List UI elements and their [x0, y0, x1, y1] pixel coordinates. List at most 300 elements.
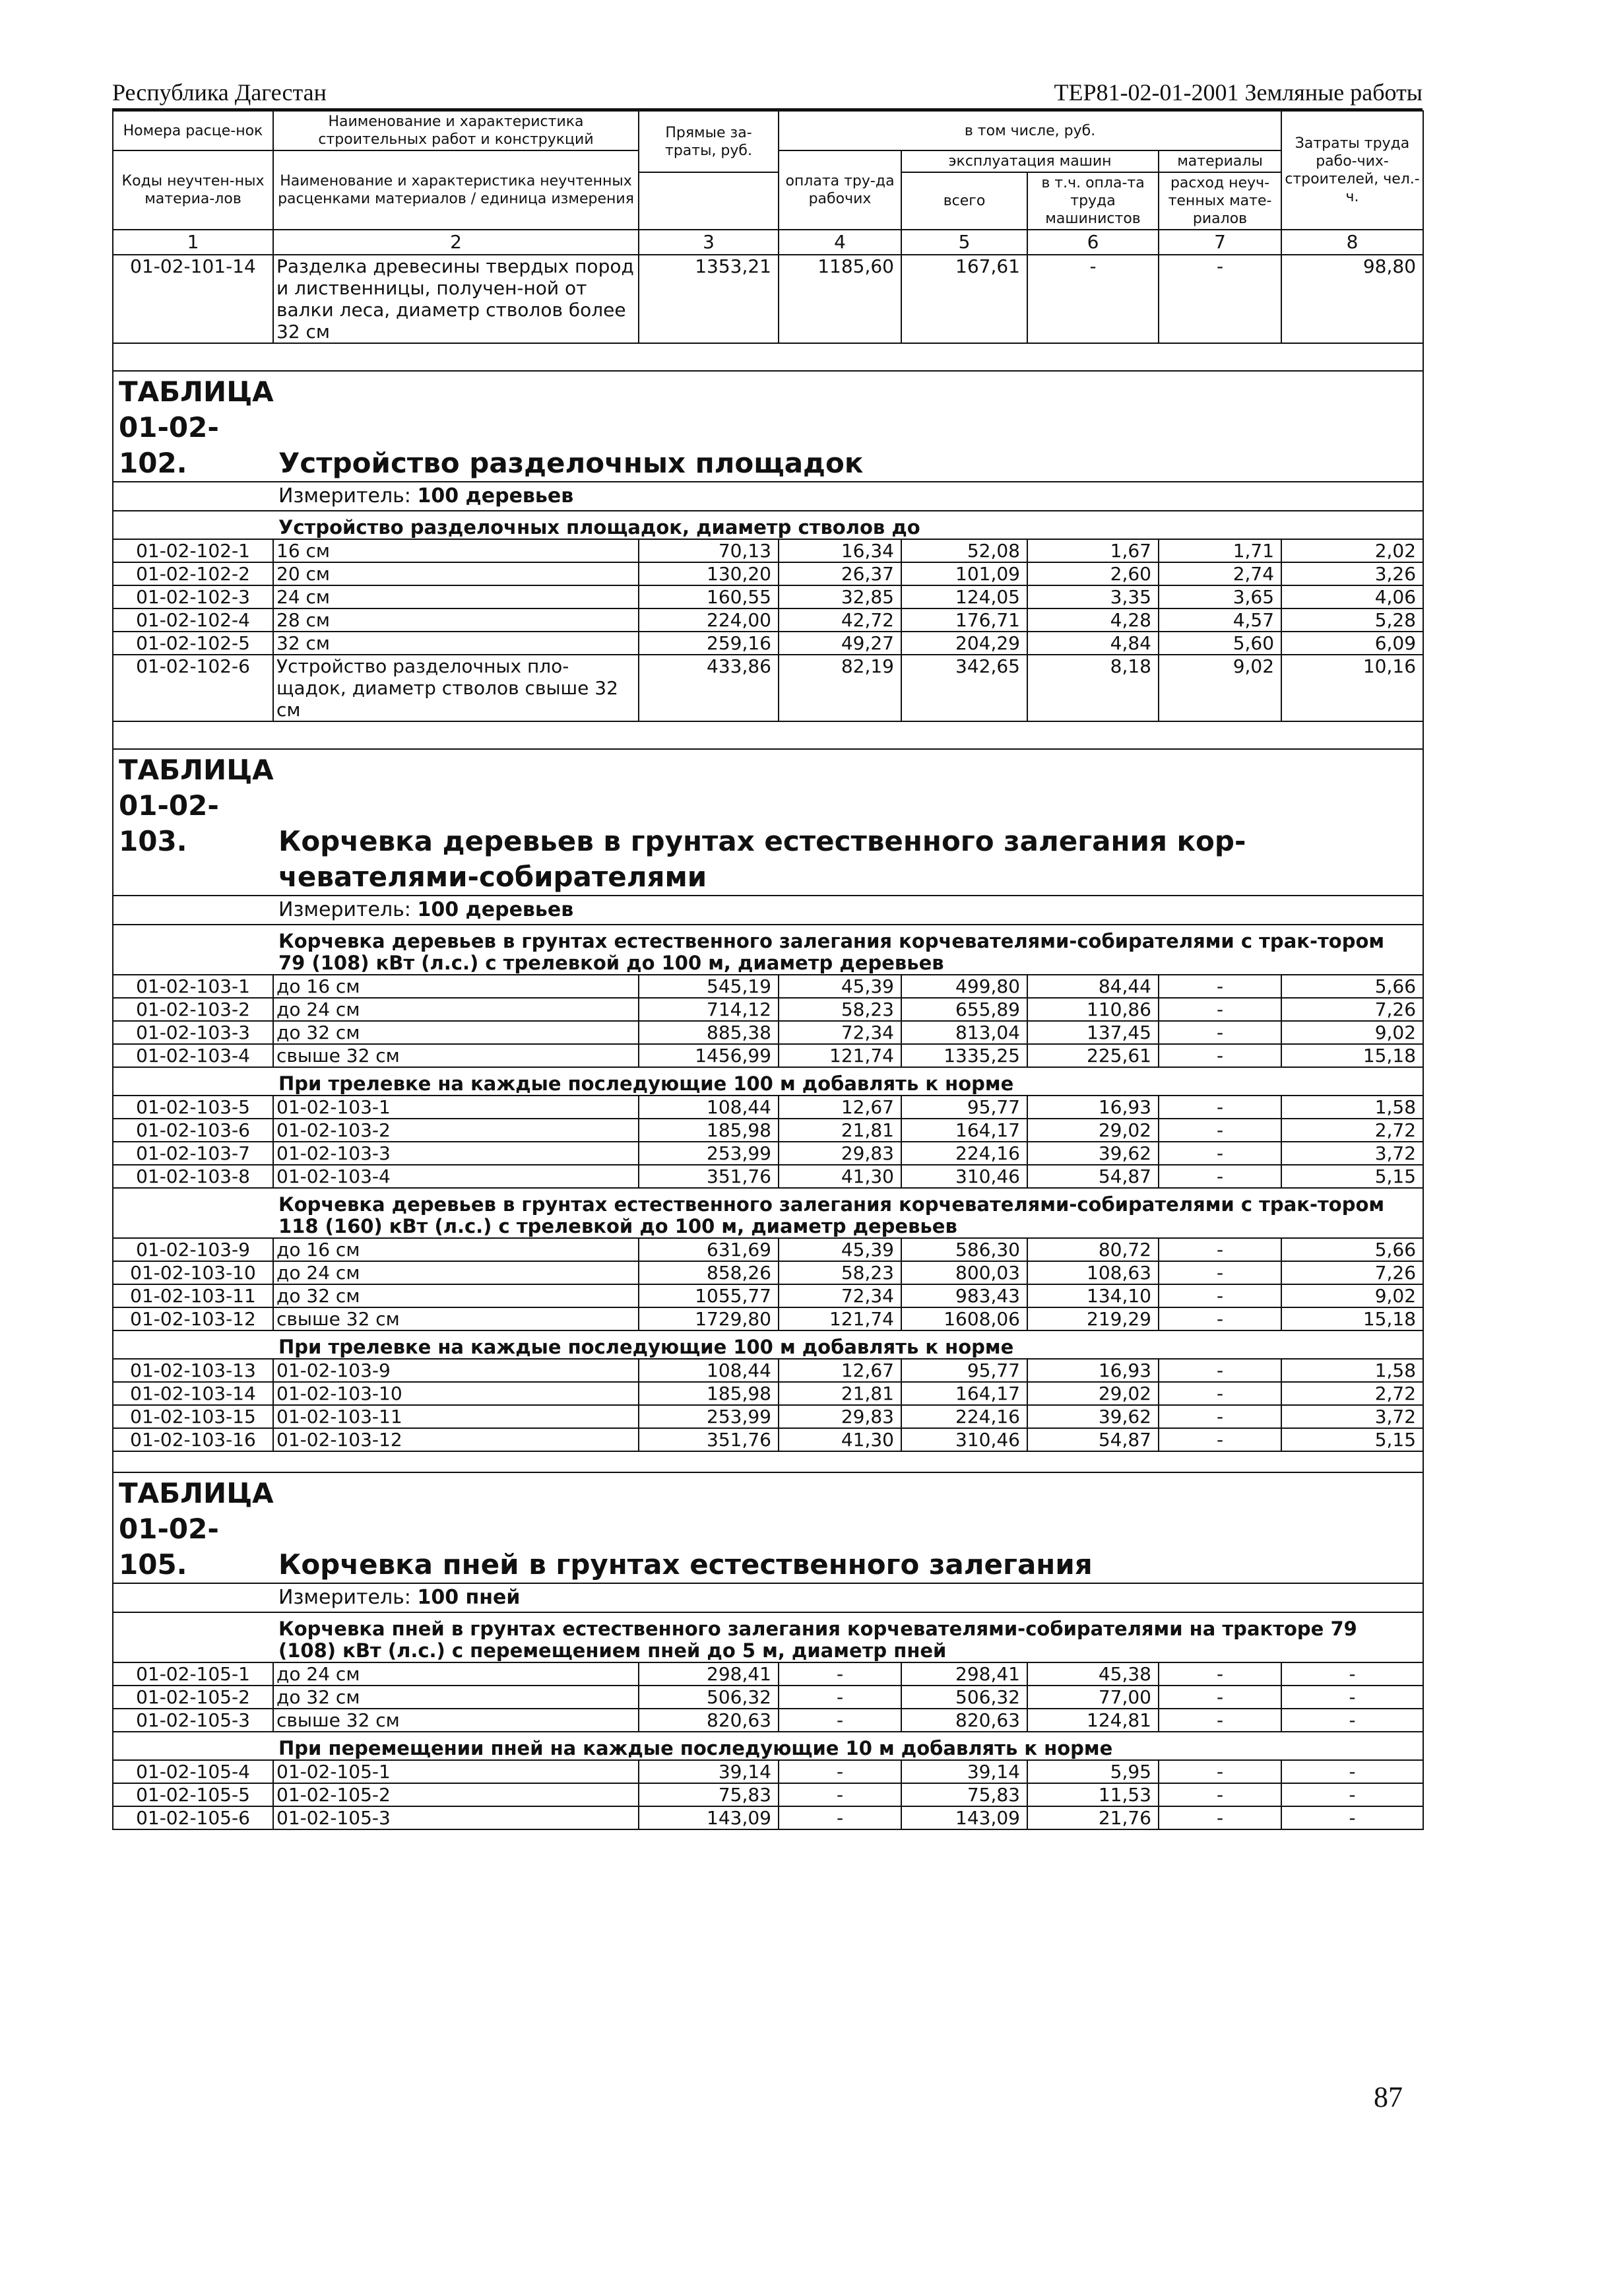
rate-code: 01-02-103-16	[113, 1428, 273, 1451]
material-use: -	[1159, 1096, 1281, 1119]
machinist-pay: 29,02	[1027, 1382, 1159, 1405]
material-use: -	[1159, 1165, 1281, 1188]
worker-pay: -	[779, 1662, 901, 1686]
direct-cost: 75,83	[639, 1783, 779, 1806]
direct-cost: 858,26	[639, 1261, 779, 1284]
machinist-pay: 219,29	[1027, 1307, 1159, 1330]
table-row	[113, 1686, 1423, 1709]
labor-hours: 6,09	[1281, 632, 1423, 655]
measure-value: 100 пней	[417, 1586, 521, 1609]
table-row	[113, 1760, 1423, 1783]
col-number: 7	[1159, 230, 1281, 255]
subsection-title: Корчевка деревьев в грунтах естественного залегания корчевателями-собирателями с трак-тором 79 (108) кВт (л.с.) с трелевкой до 100 м, диаметр деревьев	[113, 925, 1423, 975]
col-number: 3	[639, 230, 779, 255]
col-number: 8	[1281, 230, 1423, 255]
measure-label: Измеритель:	[278, 1586, 411, 1609]
labor-hours: -	[1281, 1806, 1423, 1829]
rate-code: 01-02-105-6	[113, 1806, 273, 1829]
direct-cost: 506,32	[639, 1686, 779, 1709]
section-title-103	[113, 749, 1423, 896]
machines-total: 506,32	[901, 1686, 1027, 1709]
labor-hours: 5,15	[1281, 1165, 1423, 1188]
labor-hours: 3,72	[1281, 1142, 1423, 1165]
rate-code: 01-02-102-6	[113, 655, 273, 721]
material-use: -	[1159, 255, 1281, 343]
worker-pay: 21,81	[779, 1119, 901, 1142]
material-use: -	[1159, 1709, 1281, 1732]
worker-pay: 29,83	[779, 1405, 901, 1428]
rate-name: 01-02-103-9	[273, 1359, 639, 1382]
subsection-title: При трелевке на каждые последующие 100 м добавлять к норме	[113, 1330, 1423, 1359]
labor-hours: 5,15	[1281, 1428, 1423, 1451]
worker-pay: 41,30	[779, 1428, 901, 1451]
material-use: -	[1159, 1119, 1281, 1142]
rate-name: до 24 см	[273, 1261, 639, 1284]
worker-pay: 121,74	[779, 1307, 901, 1330]
machines-total: 176,71	[901, 608, 1027, 632]
labor-hours: -	[1281, 1662, 1423, 1686]
labor-hours: 98,80	[1281, 255, 1423, 343]
rate-code: 01-02-105-4	[113, 1760, 273, 1783]
material-use: 5,60	[1159, 632, 1281, 655]
direct-cost: 714,12	[639, 998, 779, 1021]
rate-name: до 32 см	[273, 1021, 639, 1044]
col-number: 2	[273, 230, 639, 255]
rate-name: 01-02-103-2	[273, 1119, 639, 1142]
worker-pay: 49,27	[779, 632, 901, 655]
material-use: -	[1159, 1783, 1281, 1806]
rate-code: 01-02-105-5	[113, 1783, 273, 1806]
table-label: ТАБЛИЦА 01-02-105.	[119, 1477, 274, 1581]
labor-hours: 9,02	[1281, 1021, 1423, 1044]
machinist-pay: -	[1027, 255, 1159, 343]
rate-name: 01-02-103-11	[273, 1405, 639, 1428]
measure-label: Измеритель:	[278, 484, 411, 508]
table-row	[113, 1783, 1423, 1806]
machinist-pay: 137,45	[1027, 1021, 1159, 1044]
machines-total: 820,63	[901, 1709, 1027, 1732]
machines-total: 95,77	[901, 1359, 1027, 1382]
table-row	[113, 562, 1423, 585]
rate-code: 01-02-103-2	[113, 998, 273, 1021]
machines-total: 164,17	[901, 1382, 1027, 1405]
direct-cost: 298,41	[639, 1662, 779, 1686]
col-header-direct-costs: Прямые за-траты, руб.	[639, 111, 779, 172]
machinist-pay: 16,93	[1027, 1359, 1159, 1382]
direct-cost: 259,16	[639, 632, 779, 655]
direct-cost: 143,09	[639, 1806, 779, 1829]
table-title-continued: чевателями-собирателями	[278, 861, 707, 893]
col-header-machines-total: всего	[901, 172, 1027, 230]
table-row	[113, 1806, 1423, 1829]
table-title: Устройство разделочных площадок	[278, 447, 864, 479]
machines-total: 342,65	[901, 655, 1027, 721]
machines-total: 1335,25	[901, 1044, 1027, 1067]
worker-pay: 1185,60	[779, 255, 901, 343]
machines-total: 95,77	[901, 1096, 1027, 1119]
direct-cost: 39,14	[639, 1760, 779, 1783]
column-numbers-row	[113, 230, 1423, 255]
machinist-pay: 80,72	[1027, 1238, 1159, 1261]
machinist-pay: 54,87	[1027, 1165, 1159, 1188]
table-label: ТАБЛИЦА 01-02-103.	[119, 754, 274, 857]
table-row	[113, 1382, 1423, 1405]
machines-total: 167,61	[901, 255, 1027, 343]
subsection-title: Корчевка пней в грунтах естественного залегания корчевателями-собирателями на тракторе 79 (108) кВт (л.с.) с перемещением пней до 5 м, диаметр пней	[113, 1612, 1423, 1662]
table-title: Корчевка деревьев в грунтах естественного залегания кор-	[278, 825, 1246, 857]
direct-cost: 185,98	[639, 1119, 779, 1142]
subsection-title: Корчевка деревьев в грунтах естественного залегания корчевателями-собирателями с трак-тором 118 (160) кВт (л.с.) с трелевкой до 100 м, диаметр деревьев	[113, 1188, 1423, 1238]
worker-pay: 26,37	[779, 562, 901, 585]
machinist-pay: 21,76	[1027, 1806, 1159, 1829]
labor-hours: 2,02	[1281, 539, 1423, 562]
machines-total: 298,41	[901, 1662, 1027, 1686]
col-number: 1	[113, 230, 273, 255]
table-row	[113, 998, 1423, 1021]
machines-total: 983,43	[901, 1284, 1027, 1307]
labor-hours: 7,26	[1281, 998, 1423, 1021]
machines-total: 39,14	[901, 1760, 1027, 1783]
measure-value: 100 деревьев	[417, 898, 574, 921]
labor-hours: -	[1281, 1783, 1423, 1806]
machinist-pay: 4,84	[1027, 632, 1159, 655]
material-use: -	[1159, 1382, 1281, 1405]
machinist-pay: 39,62	[1027, 1142, 1159, 1165]
material-use: -	[1159, 1806, 1281, 1829]
machines-total: 164,17	[901, 1119, 1027, 1142]
material-use: 4,57	[1159, 608, 1281, 632]
worker-pay: 58,23	[779, 998, 901, 1021]
material-use: -	[1159, 1142, 1281, 1165]
material-use: -	[1159, 1662, 1281, 1686]
worker-pay: 12,67	[779, 1096, 901, 1119]
rate-code: 01-02-103-5	[113, 1096, 273, 1119]
machinist-pay: 77,00	[1027, 1686, 1159, 1709]
material-use: -	[1159, 975, 1281, 998]
col-number: 6	[1027, 230, 1159, 255]
table-row	[113, 1096, 1423, 1119]
labor-hours: 3,72	[1281, 1405, 1423, 1428]
col-number: 4	[779, 230, 901, 255]
rate-name: 24 см	[273, 585, 639, 608]
page-number: 87	[1374, 2081, 1403, 2113]
machinist-pay: 110,86	[1027, 998, 1159, 1021]
rate-code: 01-02-103-15	[113, 1405, 273, 1428]
labor-hours: 10,16	[1281, 655, 1423, 721]
table-row	[113, 608, 1423, 632]
subsection-title: Устройство разделочных площадок, диаметр стволов до	[113, 511, 1423, 539]
material-use: -	[1159, 1307, 1281, 1330]
rate-code: 01-02-105-1	[113, 1662, 273, 1686]
machines-total: 586,30	[901, 1238, 1027, 1261]
machines-total: 1608,06	[901, 1307, 1027, 1330]
measure-row	[113, 1583, 1423, 1612]
material-use: -	[1159, 1044, 1281, 1067]
material-use: -	[1159, 1428, 1281, 1451]
material-use: -	[1159, 998, 1281, 1021]
labor-hours: 1,58	[1281, 1359, 1423, 1382]
rate-code: 01-02-103-6	[113, 1119, 273, 1142]
worker-pay: 58,23	[779, 1261, 901, 1284]
labor-hours: 5,66	[1281, 975, 1423, 998]
rate-code: 01-02-103-3	[113, 1021, 273, 1044]
direct-cost: 185,98	[639, 1382, 779, 1405]
table-row	[113, 632, 1423, 655]
machines-total: 224,16	[901, 1142, 1027, 1165]
machines-total: 101,09	[901, 562, 1027, 585]
machinist-pay: 54,87	[1027, 1428, 1159, 1451]
worker-pay: -	[779, 1760, 901, 1783]
worker-pay: 42,72	[779, 608, 901, 632]
material-use: 1,71	[1159, 539, 1281, 562]
rate-name: до 32 см	[273, 1686, 639, 1709]
machinist-pay: 11,53	[1027, 1783, 1159, 1806]
direct-cost: 885,38	[639, 1021, 779, 1044]
direct-cost: 351,76	[639, 1428, 779, 1451]
measure-label: Измеритель:	[278, 898, 411, 921]
labor-hours: 2,72	[1281, 1119, 1423, 1142]
direct-cost: 433,86	[639, 655, 779, 721]
measure-row	[113, 482, 1423, 511]
worker-pay: 29,83	[779, 1142, 901, 1165]
rate-code: 01-02-103-1	[113, 975, 273, 998]
direct-cost: 545,19	[639, 975, 779, 998]
rate-name: до 16 см	[273, 975, 639, 998]
labor-hours: -	[1281, 1760, 1423, 1783]
worker-pay: 121,74	[779, 1044, 901, 1067]
table-row	[113, 1021, 1423, 1044]
document-page	[112, 78, 1423, 1830]
material-use: -	[1159, 1261, 1281, 1284]
direct-cost: 820,63	[639, 1709, 779, 1732]
direct-cost: 224,00	[639, 608, 779, 632]
table-row	[113, 1284, 1423, 1307]
machinist-pay: 45,38	[1027, 1662, 1159, 1686]
rate-name: 01-02-105-3	[273, 1806, 639, 1829]
machinist-pay: 3,35	[1027, 585, 1159, 608]
labor-hours: 7,26	[1281, 1261, 1423, 1284]
col-header-machinist-pay: в т.ч. опла-та труда машинистов	[1027, 172, 1159, 230]
material-use: -	[1159, 1405, 1281, 1428]
material-use: -	[1159, 1021, 1281, 1044]
material-use: 9,02	[1159, 655, 1281, 721]
col-header-material-name: Наименование и характеристика неучтенных расценками материалов / единица измерения	[273, 150, 639, 230]
table-row	[113, 1662, 1423, 1686]
col-header-machines: эксплуатация машин	[901, 150, 1159, 172]
rate-code: 01-02-102-2	[113, 562, 273, 585]
worker-pay: -	[779, 1806, 901, 1829]
material-use: -	[1159, 1686, 1281, 1709]
rate-name: до 24 см	[273, 998, 639, 1021]
col-header-worker-pay: оплата тру-да рабочих	[779, 150, 901, 230]
worker-pay: 21,81	[779, 1382, 901, 1405]
machinist-pay: 16,93	[1027, 1096, 1159, 1119]
worker-pay: 12,67	[779, 1359, 901, 1382]
rate-code: 01-02-102-3	[113, 585, 273, 608]
direct-cost: 1353,21	[639, 255, 779, 343]
machines-total: 310,46	[901, 1428, 1027, 1451]
rate-name: 01-02-103-3	[273, 1142, 639, 1165]
machines-total: 143,09	[901, 1806, 1027, 1829]
labor-hours: -	[1281, 1686, 1423, 1709]
machinist-pay: 29,02	[1027, 1119, 1159, 1142]
table-row	[113, 1119, 1423, 1142]
rate-code: 01-02-102-5	[113, 632, 273, 655]
rate-name: 28 см	[273, 608, 639, 632]
rate-code: 01-02-103-10	[113, 1261, 273, 1284]
table-row	[113, 1405, 1423, 1428]
measure-value: 100 деревьев	[417, 484, 574, 508]
direct-cost: 108,44	[639, 1359, 779, 1382]
direct-cost: 253,99	[639, 1142, 779, 1165]
labor-hours: 1,58	[1281, 1096, 1423, 1119]
rate-name: до 24 см	[273, 1662, 639, 1686]
machinist-pay: 108,63	[1027, 1261, 1159, 1284]
rate-code: 01-02-101-14	[113, 255, 273, 343]
rate-name: 01-02-103-10	[273, 1382, 639, 1405]
direct-cost: 160,55	[639, 585, 779, 608]
labor-hours: 15,18	[1281, 1044, 1423, 1067]
table-row	[113, 1261, 1423, 1284]
worker-pay: 32,85	[779, 585, 901, 608]
direct-cost: 351,76	[639, 1165, 779, 1188]
table-row	[113, 1044, 1423, 1067]
machinist-pay: 124,81	[1027, 1709, 1159, 1732]
worker-pay: 41,30	[779, 1165, 901, 1188]
direct-cost: 70,13	[639, 539, 779, 562]
subsection-title: При перемещении пней на каждые последующие 10 м добавлять к норме	[113, 1732, 1423, 1760]
rate-name: свыше 32 см	[273, 1044, 639, 1067]
worker-pay: 45,39	[779, 975, 901, 998]
subsection-title: При трелевке на каждые последующие 100 м добавлять к норме	[113, 1067, 1423, 1096]
table-row	[113, 655, 1423, 721]
table-row	[113, 539, 1423, 562]
col-header-material-use: расход неуч-тенных мате-риалов	[1159, 172, 1281, 230]
direct-cost: 1456,99	[639, 1044, 779, 1067]
direct-cost: 108,44	[639, 1096, 779, 1119]
table-row	[113, 1359, 1423, 1382]
table-row	[113, 585, 1423, 608]
rate-name: 01-02-103-1	[273, 1096, 639, 1119]
material-use: 2,74	[1159, 562, 1281, 585]
rate-code: 01-02-105-3	[113, 1709, 273, 1732]
worker-pay: 72,34	[779, 1284, 901, 1307]
rate-code: 01-02-103-7	[113, 1142, 273, 1165]
machinist-pay: 1,67	[1027, 539, 1159, 562]
table-title: Корчевка пней в грунтах естественного залегания	[278, 1548, 1093, 1581]
rate-name: 32 см	[273, 632, 639, 655]
labor-hours: -	[1281, 1709, 1423, 1732]
rate-name: 01-02-103-4	[273, 1165, 639, 1188]
rate-code: 01-02-103-14	[113, 1382, 273, 1405]
machinist-pay: 134,10	[1027, 1284, 1159, 1307]
labor-hours: 5,66	[1281, 1238, 1423, 1261]
direct-cost: 253,99	[639, 1405, 779, 1428]
table-label: ТАБЛИЦА 01-02-102.	[119, 376, 274, 479]
rate-code: 01-02-102-4	[113, 608, 273, 632]
machines-total: 204,29	[901, 632, 1027, 655]
direct-cost: 631,69	[639, 1238, 779, 1261]
table-row	[113, 1165, 1423, 1188]
table-row	[113, 1238, 1423, 1261]
table-row	[113, 975, 1423, 998]
worker-pay: 82,19	[779, 655, 901, 721]
table-row	[113, 1142, 1423, 1165]
section-title-105	[113, 1472, 1423, 1583]
running-header	[112, 78, 1423, 110]
header-doc-title: ТЕР81-02-01-2001 Земляные работы	[1054, 79, 1423, 106]
labor-hours: 3,26	[1281, 562, 1423, 585]
rate-name: 16 см	[273, 539, 639, 562]
worker-pay: 45,39	[779, 1238, 901, 1261]
col-header-materials: материалы	[1159, 150, 1281, 172]
rate-name: 01-02-105-2	[273, 1783, 639, 1806]
worker-pay: 16,34	[779, 539, 901, 562]
rate-code: 01-02-103-4	[113, 1044, 273, 1067]
material-use: -	[1159, 1359, 1281, 1382]
rate-name: 01-02-103-12	[273, 1428, 639, 1451]
machines-total: 655,89	[901, 998, 1027, 1021]
machinist-pay: 8,18	[1027, 655, 1159, 721]
col-header-material-codes: Коды неучтен-ных материа-лов	[113, 150, 273, 230]
machines-total: 800,03	[901, 1261, 1027, 1284]
machines-total: 224,16	[901, 1405, 1027, 1428]
direct-cost: 1055,77	[639, 1284, 779, 1307]
labor-hours: 5,28	[1281, 608, 1423, 632]
measure-row	[113, 896, 1423, 925]
rates-table	[112, 110, 1424, 1830]
table-row	[113, 1428, 1423, 1451]
worker-pay: -	[779, 1686, 901, 1709]
col-header-labor-hours: Затраты труда рабо-чих-строителей, чел.-ч.	[1281, 111, 1423, 230]
rate-name: свыше 32 см	[273, 1709, 639, 1732]
machines-total: 813,04	[901, 1021, 1027, 1044]
rate-code: 01-02-103-11	[113, 1284, 273, 1307]
rate-code: 01-02-103-9	[113, 1238, 273, 1261]
machines-total: 310,46	[901, 1165, 1027, 1188]
machines-total: 75,83	[901, 1783, 1027, 1806]
rate-code: 01-02-103-13	[113, 1359, 273, 1382]
machinist-pay: 2,60	[1027, 562, 1159, 585]
col-number: 5	[901, 230, 1027, 255]
col-header-including: в том числе, руб.	[779, 111, 1281, 150]
table-row	[113, 1307, 1423, 1330]
rate-name: Разделка древесины твердых пород и лиственницы, получен-ной от валки леса, диаметр стволов более 32 см	[273, 255, 639, 343]
rate-name: до 32 см	[273, 1284, 639, 1307]
header-region: Республика Дагестан	[112, 79, 327, 106]
machinist-pay: 84,44	[1027, 975, 1159, 998]
table-row	[113, 255, 1423, 343]
col-header-work-name: Наименование и характеристика строительных работ и конструкций	[273, 111, 639, 150]
material-use: -	[1159, 1284, 1281, 1307]
material-use: -	[1159, 1760, 1281, 1783]
machinist-pay: 4,28	[1027, 608, 1159, 632]
table-row	[113, 1709, 1423, 1732]
machines-total: 124,05	[901, 585, 1027, 608]
rate-name: Устройство разделочных пло-щадок, диаметр стволов свыше 32 см	[273, 655, 639, 721]
rate-name: свыше 32 см	[273, 1307, 639, 1330]
rate-name: до 16 см	[273, 1238, 639, 1261]
material-use: -	[1159, 1238, 1281, 1261]
worker-pay: -	[779, 1709, 901, 1732]
rate-name: 01-02-105-1	[273, 1760, 639, 1783]
direct-cost: 130,20	[639, 562, 779, 585]
labor-hours: 4,06	[1281, 585, 1423, 608]
direct-cost: 1729,80	[639, 1307, 779, 1330]
labor-hours: 15,18	[1281, 1307, 1423, 1330]
rate-code: 01-02-105-2	[113, 1686, 273, 1709]
machinist-pay: 39,62	[1027, 1405, 1159, 1428]
